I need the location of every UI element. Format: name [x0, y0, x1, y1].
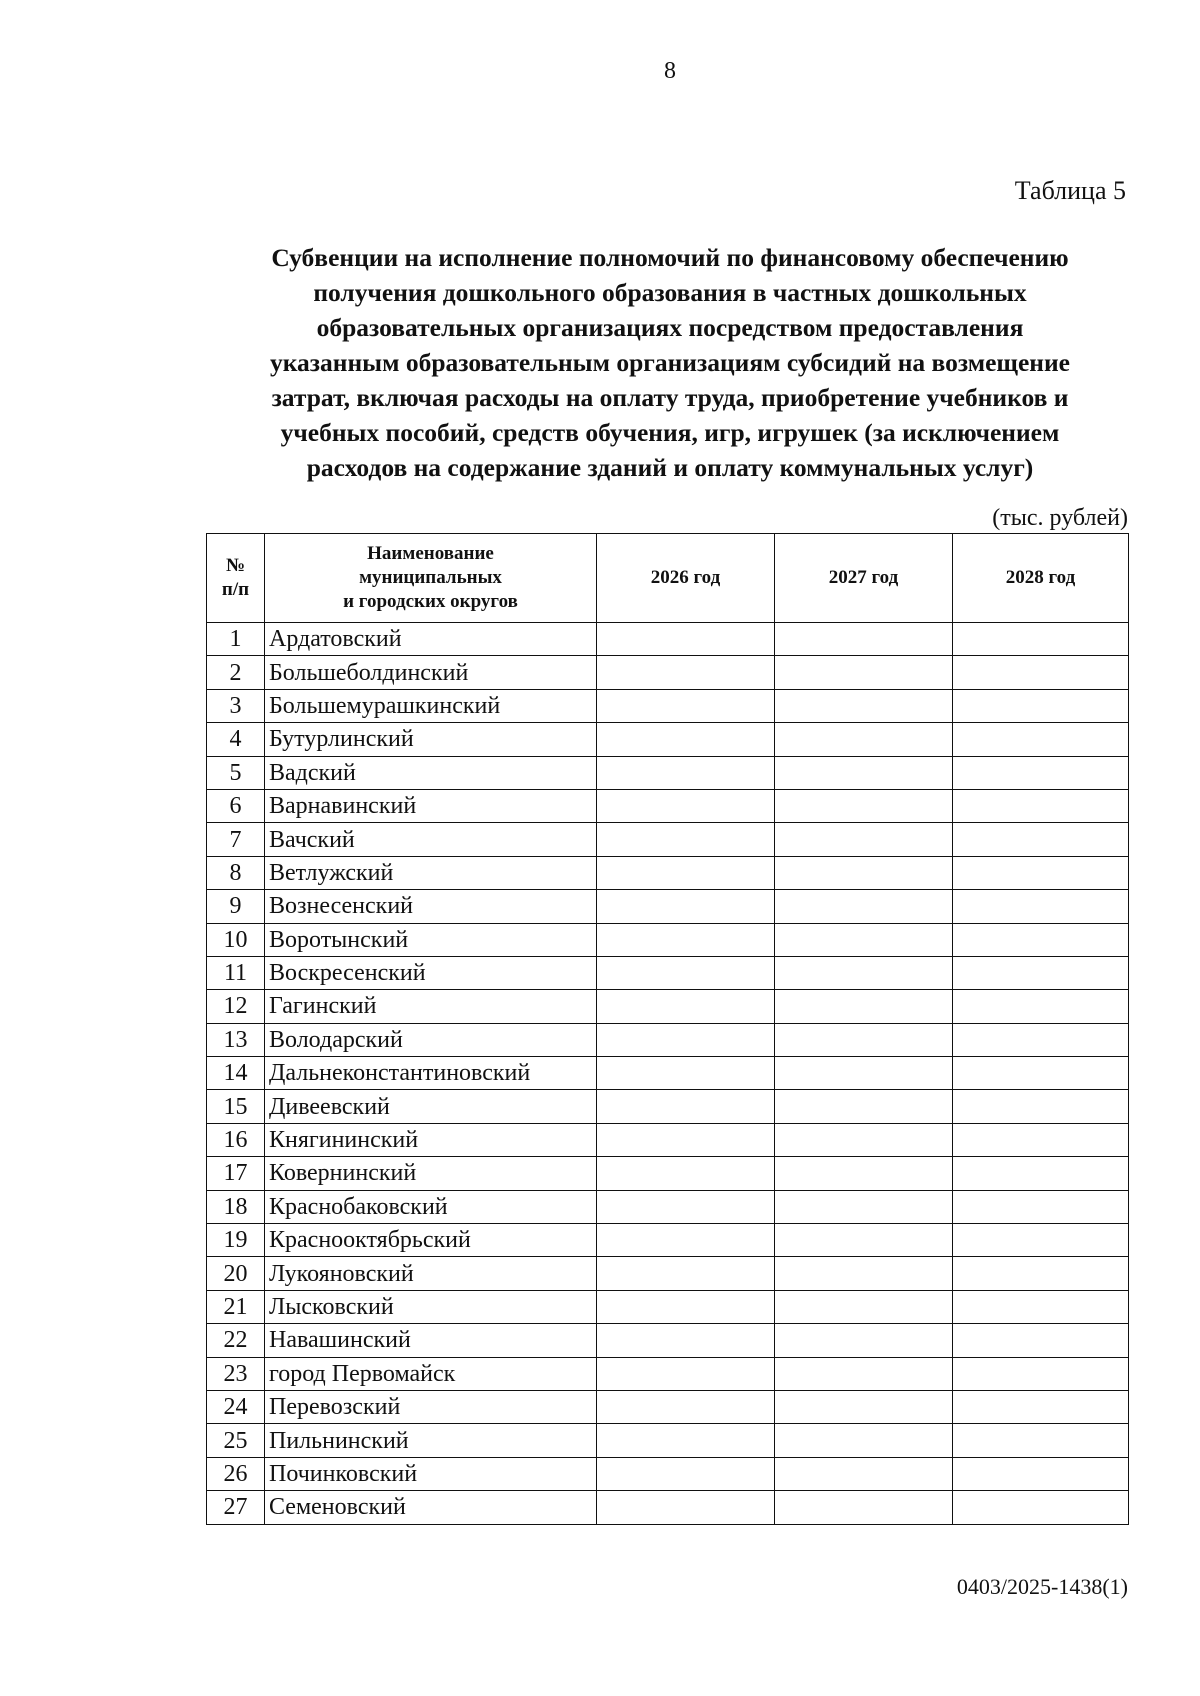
title-line: учебных пособий, средств обучения, игр, игрушек (за исключением	[280, 418, 1060, 447]
row-value-2026	[597, 1257, 775, 1290]
row-number: 16	[207, 1123, 265, 1156]
table-row	[207, 1324, 1129, 1357]
row-value-2026	[597, 1157, 775, 1190]
row-district-name: город Первомайск	[265, 1357, 597, 1390]
table-header-row	[207, 534, 1129, 623]
row-value-2027	[775, 656, 953, 689]
row-value-2028	[953, 1491, 1129, 1524]
row-number: 19	[207, 1224, 265, 1257]
table-row	[207, 656, 1129, 689]
row-number: 5	[207, 756, 265, 789]
table-row	[207, 990, 1129, 1023]
table-row	[207, 856, 1129, 889]
row-value-2028	[953, 623, 1129, 656]
document-title	[190, 240, 1150, 485]
table-body	[207, 623, 1129, 1525]
table-row	[207, 1190, 1129, 1223]
header-number-line: №	[225, 555, 246, 576]
table-row	[207, 756, 1129, 789]
row-value-2026	[597, 1457, 775, 1490]
row-value-2028	[953, 990, 1129, 1023]
row-district-name: Ковернинский	[265, 1157, 597, 1190]
row-district-name: Ардатовский	[265, 623, 597, 656]
row-value-2028	[953, 856, 1129, 889]
row-value-2028	[953, 1190, 1129, 1223]
row-district-name: Варнавинский	[265, 789, 597, 822]
row-value-2028	[953, 1424, 1129, 1457]
row-district-name: Большеболдинский	[265, 656, 597, 689]
row-value-2027	[775, 923, 953, 956]
row-value-2026	[597, 956, 775, 989]
header-year-2026: 2026 год	[597, 534, 775, 623]
row-value-2027	[775, 1424, 953, 1457]
row-value-2027	[775, 1257, 953, 1290]
row-value-2027	[775, 623, 953, 656]
header-number	[207, 534, 265, 623]
header-number-line: п/п	[221, 579, 250, 600]
row-number: 22	[207, 1324, 265, 1357]
row-district-name: Вачский	[265, 823, 597, 856]
row-value-2026	[597, 1324, 775, 1357]
row-value-2027	[775, 856, 953, 889]
table-row	[207, 1390, 1129, 1423]
row-number: 17	[207, 1157, 265, 1190]
row-value-2026	[597, 1491, 775, 1524]
table-row	[207, 1123, 1129, 1156]
row-number: 26	[207, 1457, 265, 1490]
row-number: 10	[207, 923, 265, 956]
row-value-2026	[597, 823, 775, 856]
row-value-2027	[775, 1491, 953, 1524]
header-name	[265, 534, 597, 623]
row-value-2027	[775, 789, 953, 822]
row-number: 7	[207, 823, 265, 856]
row-value-2028	[953, 789, 1129, 822]
table-row	[207, 1090, 1129, 1123]
row-value-2026	[597, 656, 775, 689]
row-number: 21	[207, 1290, 265, 1323]
row-value-2028	[953, 1390, 1129, 1423]
row-number: 14	[207, 1057, 265, 1090]
title-line: затрат, включая расходы на оплату труда, приобретение учебников и	[271, 383, 1069, 412]
row-value-2026	[597, 923, 775, 956]
row-number: 2	[207, 656, 265, 689]
row-district-name: Лысковский	[265, 1290, 597, 1323]
title-line: образовательных организациях посредством предоставления	[316, 313, 1024, 342]
row-value-2026	[597, 856, 775, 889]
header-name-line: Наименование	[367, 543, 494, 564]
row-district-name: Володарский	[265, 1023, 597, 1056]
row-district-name: Гагинский	[265, 990, 597, 1023]
table-row	[207, 1023, 1129, 1056]
row-value-2027	[775, 890, 953, 923]
row-value-2027	[775, 1157, 953, 1190]
table-row	[207, 1157, 1129, 1190]
row-value-2028	[953, 1057, 1129, 1090]
row-number: 11	[207, 956, 265, 989]
row-value-2028	[953, 656, 1129, 689]
row-value-2028	[953, 723, 1129, 756]
row-value-2026	[597, 723, 775, 756]
document-code: 0403/2025-1438(1)	[956, 1574, 1128, 1599]
title-line: указанным образовательным организациям субсидий на возмещение	[269, 348, 1070, 377]
title-line: получения дошкольного образования в частных дошкольных	[313, 278, 1027, 307]
row-number: 4	[207, 723, 265, 756]
row-district-name: Лукояновский	[265, 1257, 597, 1290]
row-value-2026	[597, 1090, 775, 1123]
row-district-name: Вадский	[265, 756, 597, 789]
table-label: Таблица 5	[1014, 176, 1126, 205]
table-row	[207, 789, 1129, 822]
row-district-name: Краснооктябрьский	[265, 1224, 597, 1257]
row-number: 6	[207, 789, 265, 822]
row-number: 1	[207, 623, 265, 656]
row-district-name: Вознесенский	[265, 890, 597, 923]
row-value-2026	[597, 990, 775, 1023]
row-number: 18	[207, 1190, 265, 1223]
subventions-table	[206, 533, 1129, 1525]
row-value-2027	[775, 1224, 953, 1257]
table-row	[207, 1491, 1129, 1524]
row-number: 15	[207, 1090, 265, 1123]
row-value-2026	[597, 1224, 775, 1257]
row-district-name: Дивеевский	[265, 1090, 597, 1123]
table-row	[207, 1257, 1129, 1290]
row-district-name: Воротынский	[265, 923, 597, 956]
row-value-2026	[597, 1424, 775, 1457]
row-number: 25	[207, 1424, 265, 1457]
table-row	[207, 723, 1129, 756]
row-value-2027	[775, 1190, 953, 1223]
row-value-2028	[953, 1157, 1129, 1190]
row-district-name: Пильнинский	[265, 1424, 597, 1457]
row-value-2026	[597, 1023, 775, 1056]
row-district-name: Перевозский	[265, 1390, 597, 1423]
row-value-2027	[775, 1457, 953, 1490]
header-name-line: муниципальных	[359, 567, 502, 588]
row-district-name: Большемурашкинский	[265, 689, 597, 722]
units-label: (тыс. рублей)	[992, 505, 1128, 531]
row-district-name: Бутурлинский	[265, 723, 597, 756]
row-value-2027	[775, 956, 953, 989]
row-value-2027	[775, 1357, 953, 1390]
row-value-2026	[597, 623, 775, 656]
row-value-2028	[953, 956, 1129, 989]
row-district-name: Дальнеконстантиновский	[265, 1057, 597, 1090]
row-value-2028	[953, 1123, 1129, 1156]
row-value-2026	[597, 1357, 775, 1390]
row-value-2028	[953, 923, 1129, 956]
row-district-name: Ветлужский	[265, 856, 597, 889]
row-value-2026	[597, 789, 775, 822]
row-value-2027	[775, 1090, 953, 1123]
row-value-2027	[775, 823, 953, 856]
row-value-2028	[953, 1457, 1129, 1490]
table-row	[207, 1357, 1129, 1390]
row-district-name: Краснобаковский	[265, 1190, 597, 1223]
row-number: 12	[207, 990, 265, 1023]
row-value-2028	[953, 689, 1129, 722]
header-year-2027: 2027 год	[775, 534, 953, 623]
row-value-2028	[953, 1090, 1129, 1123]
row-value-2028	[953, 1324, 1129, 1357]
table-row	[207, 689, 1129, 722]
table-row	[207, 1290, 1129, 1323]
row-district-name: Воскресенский	[265, 956, 597, 989]
page-number: 8	[664, 58, 676, 84]
table-row	[207, 1057, 1129, 1090]
row-number: 3	[207, 689, 265, 722]
row-value-2027	[775, 756, 953, 789]
row-value-2027	[775, 689, 953, 722]
table-row	[207, 823, 1129, 856]
row-value-2027	[775, 1023, 953, 1056]
table-row	[207, 623, 1129, 656]
row-value-2026	[597, 890, 775, 923]
row-value-2028	[953, 1257, 1129, 1290]
row-value-2028	[953, 823, 1129, 856]
header-year-2028: 2028 год	[953, 534, 1129, 623]
table-row	[207, 890, 1129, 923]
row-value-2027	[775, 990, 953, 1023]
row-value-2027	[775, 1324, 953, 1357]
row-value-2027	[775, 1123, 953, 1156]
row-value-2027	[775, 1390, 953, 1423]
row-number: 27	[207, 1491, 265, 1524]
table-row	[207, 923, 1129, 956]
row-value-2026	[597, 1290, 775, 1323]
row-number: 9	[207, 890, 265, 923]
table-row	[207, 956, 1129, 989]
row-value-2027	[775, 1290, 953, 1323]
table-row	[207, 1224, 1129, 1257]
table-row	[207, 1457, 1129, 1490]
row-value-2026	[597, 1390, 775, 1423]
row-value-2026	[597, 756, 775, 789]
row-district-name: Семеновский	[265, 1491, 597, 1524]
row-district-name: Княгининский	[265, 1123, 597, 1156]
title-line: расходов на содержание зданий и оплату коммунальных услуг)	[306, 453, 1034, 482]
row-district-name: Навашинский	[265, 1324, 597, 1357]
row-value-2028	[953, 1290, 1129, 1323]
row-value-2027	[775, 723, 953, 756]
row-number: 23	[207, 1357, 265, 1390]
row-value-2028	[953, 756, 1129, 789]
row-number: 13	[207, 1023, 265, 1056]
row-value-2028	[953, 1224, 1129, 1257]
row-number: 8	[207, 856, 265, 889]
title-line: Субвенции на исполнение полномочий по финансовому обеспечению	[271, 243, 1069, 272]
row-value-2028	[953, 890, 1129, 923]
header-name-line: и городских округов	[343, 591, 518, 612]
table-row	[207, 1424, 1129, 1457]
row-value-2026	[597, 1057, 775, 1090]
row-value-2028	[953, 1023, 1129, 1056]
row-value-2026	[597, 689, 775, 722]
row-value-2028	[953, 1357, 1129, 1390]
row-number: 20	[207, 1257, 265, 1290]
row-number: 24	[207, 1390, 265, 1423]
row-value-2026	[597, 1190, 775, 1223]
row-value-2027	[775, 1057, 953, 1090]
row-district-name: Починковский	[265, 1457, 597, 1490]
row-value-2026	[597, 1123, 775, 1156]
